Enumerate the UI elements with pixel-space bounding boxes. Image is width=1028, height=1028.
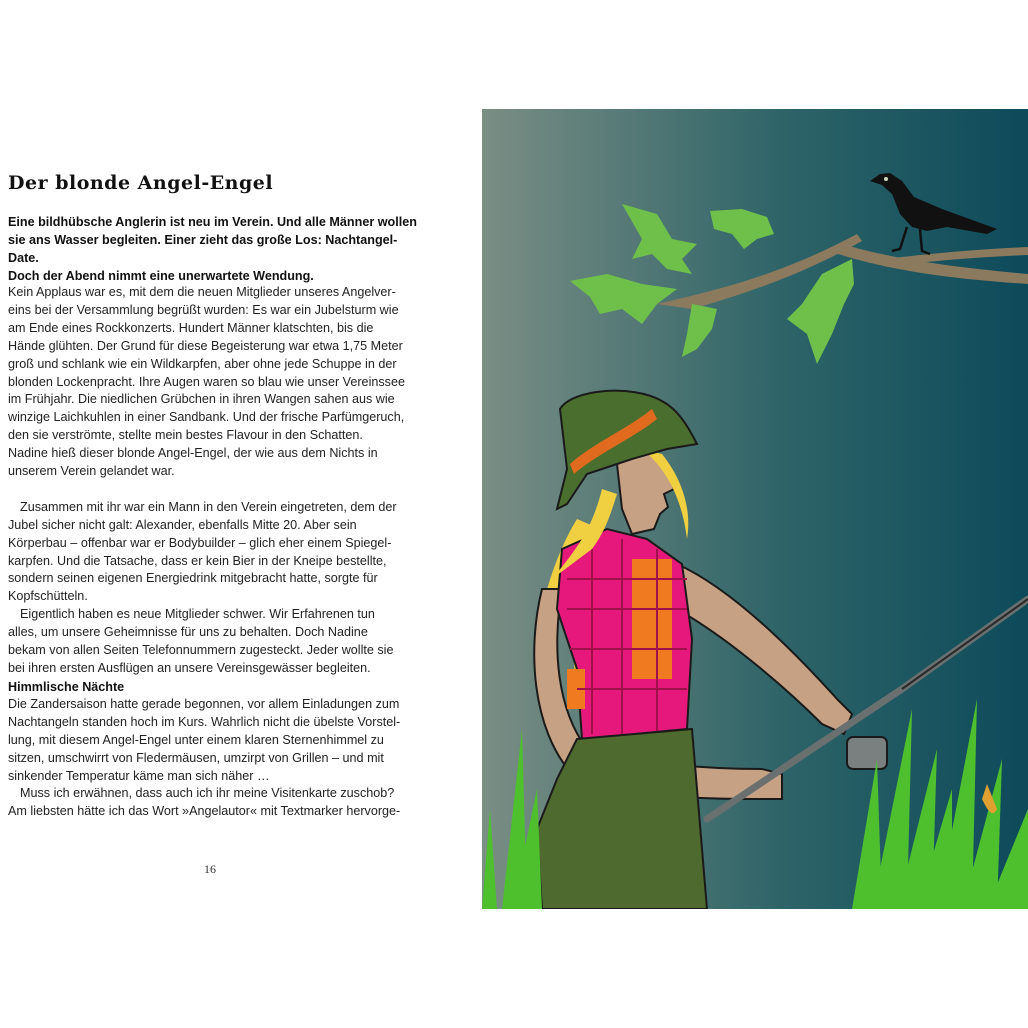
text-line: Zusammen mit ihr war ein Mann in den Verein eingetreten, dem der	[20, 499, 397, 514]
paragraph-1	[8, 284, 426, 481]
fishing-reel	[847, 737, 887, 769]
text-line: sinkender Temperatur käme man sich näher …	[8, 768, 270, 783]
intro-line: Eine bildhübsche Anglerin ist neu im Verein. Und alle Männer wollen	[8, 215, 417, 229]
text-line: Die Zandersaison hatte gerade begonnen, vor allem Einladungen zum	[8, 696, 400, 711]
text-line: Eigentlich haben es neue Mitglieder schwer. Wir Erfahrenen tun	[20, 607, 375, 622]
text-line: Körperbau – offenbar war er Bodybuilder – glich eher einem Spiegel-	[8, 535, 392, 550]
paragraph-4	[8, 696, 426, 786]
text-line: Kopfschütteln.	[8, 589, 88, 604]
text-line: Am liebsten hätte ich das Wort »Angelautor« mit Textmarker hervorge-	[8, 804, 401, 819]
text-line: Nadine hieß dieser blonde Angel-Engel, der wie aus dem Nichts in	[8, 446, 378, 461]
text-line: karpfen. Und die Tatsache, dass er kein Bier in der Kneipe bestellte,	[8, 553, 387, 568]
text-line: den sie verströmte, stellte mein bestes Flavour in den Schatten.	[8, 428, 363, 443]
paragraph-3	[8, 606, 426, 678]
text-line: sitzen, umschwirrt von Fledermäusen, umzirpt von Grillen – und mit	[8, 750, 384, 765]
text-line: bekam von allen Seiten Telefonnummern zugesteckt. Jeder wollte sie	[8, 643, 394, 658]
intro-line: Doch der Abend nimmt eine unerwartete Wendung.	[8, 269, 314, 283]
text-line: sondern seinen eigenen Energiedrink mitgebracht hatte, sorgte für	[8, 571, 378, 586]
left-page	[0, 0, 440, 1028]
text-line: alles, um unsere Geheimnisse für uns zu behalten. Doch Nadine	[8, 625, 368, 640]
text-line: Muss ich erwähnen, dass auch ich ihr meine Visitenkarte zuschob?	[20, 786, 395, 801]
intro-line: sie ans Wasser begleiten. Einer zieht das große Los: Nachtangel-Date.	[8, 233, 398, 265]
text-line: bei ihren ersten Ausflügen an unsere Vereinsgewässer begleiten.	[8, 661, 371, 676]
chapter-title: Der blonde Angel-Engel	[8, 172, 274, 194]
paragraph-gap	[8, 481, 426, 499]
text-line: unserem Verein gelandet war.	[8, 464, 175, 479]
text-line: Hände glühten. Der Grund für diese Begeisterung war etwa 1,75 Meter	[8, 338, 403, 353]
text-line: Jubel sicher nicht galt: Alexander, ebenfalls Mitte 20. Aber sein	[8, 517, 357, 532]
text-line: im Frühjahr. Die niedlichen Grübchen in ihren Wangen sahen aus wie	[8, 392, 395, 407]
illustration-svg	[482, 109, 1028, 909]
text-line: winzige Laichkuhlen in einer Sandbank. Und der frische Parfümgeruch,	[8, 410, 405, 425]
section-subheading: Himmlische Nächte	[8, 679, 125, 694]
paragraph-2	[8, 499, 426, 606]
text-line: eins bei der Versammlung begrüßt wurden: Es war ein Jubelsturm wie	[8, 302, 399, 317]
text-line: groß und schlank wie ein Wildkarpfen, aber ohne jede Schuppe in der	[8, 356, 397, 371]
body-text	[8, 284, 426, 821]
text-line: lung, mit diesem Angel-Engel unter einem klaren Sternenhimmel zu	[8, 732, 384, 747]
chapter-intro	[8, 213, 426, 285]
text-line: Nachtangeln standen hoch im Kurs. Wahrlich nicht die übelste Vorstel-	[8, 714, 401, 729]
paragraph-5	[8, 785, 426, 821]
text-line: am Ende eines Rockkonzerts. Hundert Männer klatschten, bis die	[8, 320, 374, 335]
illustration-angler-woman	[482, 109, 1028, 909]
text-line: blonden Lockenpracht. Ihre Augen waren so blau wie unser Vereinssee	[8, 374, 405, 389]
page-number: 16	[204, 862, 216, 876]
text-line: Kein Applaus war es, mit dem die neuen Mitglieder unseres Angelver-	[8, 285, 396, 299]
